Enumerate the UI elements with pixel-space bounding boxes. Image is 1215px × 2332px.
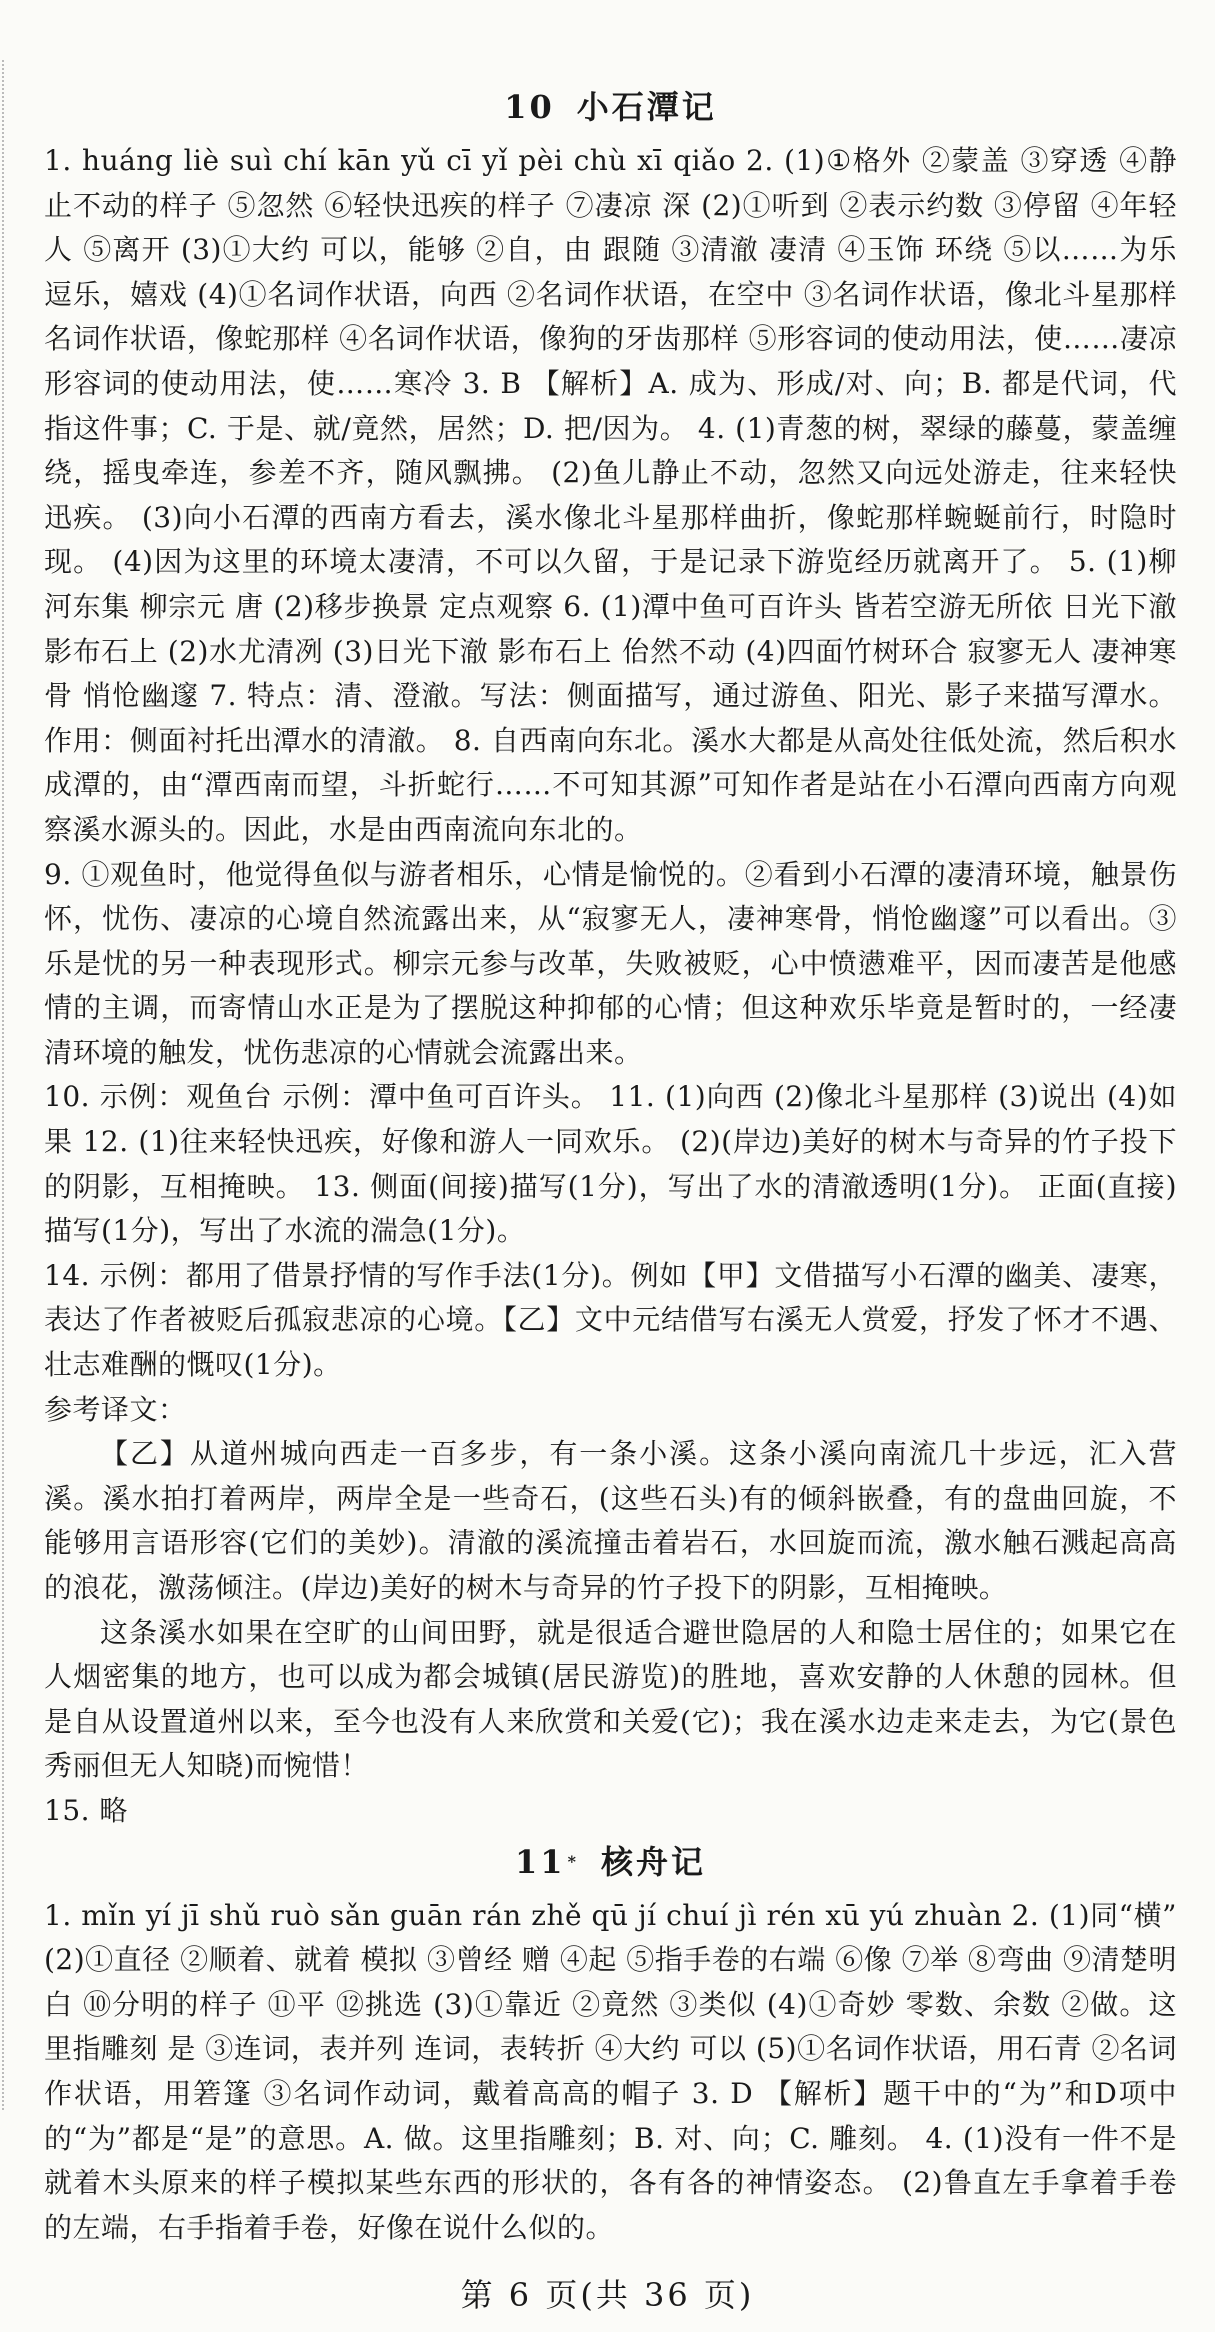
section-11-number: 11 bbox=[515, 1842, 566, 1881]
section-11-title: 核舟记 bbox=[600, 1842, 706, 1881]
translation-label: 参考译文： bbox=[44, 1392, 187, 1426]
section-10-number: 10 bbox=[504, 88, 555, 126]
section-10-heading bbox=[44, 85, 1177, 129]
answer-paragraph-14: 14. 示例：都用了借景抒情的写作手法(1分)。例如【甲】文借描写小石潭的幽美、凄寒，表达了作者被贬后孤寂悲凉的心境。【乙】文中元结借写右溪无人赏爱，抒发了怀才不遇、壮志难酬的慨叹(1分)。 bbox=[44, 1258, 1177, 1382]
binding-margin bbox=[2, 60, 10, 2110]
answer-paragraph-1-8: 1. huáng liè suì chí kān yǔ cī yǐ pèi chù xī qiǎo 2. (1)①格外 ②蒙盖 ③穿透 ④静止不动的样子 ⑤忽然 ⑥轻快迅疾的样子 ⑦凄凉 深 (2)①听到 ②表示约数 ③停留 ④年轻人 ⑤离开 (3)①大约 可以，能够 ②自，由 跟随 ③清澈 凄清 ④玉饰 环绕 ⑤以……为乐 逗乐，嬉戏 (4)①名词作状语，向西 ②名词作状语，在空中 ③名词作状语，像北斗星那样 名词作状语，像蛇那样 ④名词作状语，像狗的牙齿那样 ⑤形容词的使动用法，使……凄凉 形容词的使动用法，使……寒冷 3. B 【解析】A. 成为、形成/对、向；B. 都是代词，代指这件事；C. 于是、就/竟然，居然；D. 把/因为。 4. (1)青葱的树，翠绿的藤蔓，蒙盖缠绕，摇曳牵连，参差不齐，随风飘拂。 (2)鱼儿静止不动，忽然又向远处游走，往来轻快迅疾。 (3)向小石潭的西南方看去，溪水像北斗星那样曲折，像蛇那样蜿蜒前行，时隐时现。 (4)因为这里的环境太凄清，不可以久留，于是记录下游览经历就离开了。 5. (1)柳河东集 柳宗元 唐 (2)移步换景 定点观察 6. (1)潭中鱼可百许头 皆若空游无所依 日光下澈 影布石上 (2)水尤清冽 (3)日光下澈 影布石上 佁然不动 (4)四面竹树环合 寂寥无人 凄神寒骨 悄怆幽邃 7. 特点：清、澄澈。写法：侧面描写，通过游鱼、阳光、影子来描写潭水。作用：侧面衬托出潭水的清澈。 8. 自西南向东北。溪水大都是从高处往低处流，然后积水成潭的，由“潭西南而望，斗折蛇行……不可知其源”可知作者是站在小石潭向西南方向观察溪水源头的。因此，水是由西南流向东北的。 bbox=[44, 144, 1177, 846]
section-11-answers: 1. mǐn yí jī shǔ ruò sǎn guān rán zhě qū jí chuí jì rén xū yú zhuàn 2. (1)同“横” (2)①直径 ②顺着、就着 模拟 ③曾经 赠 ④起 ⑤指手卷的右端 ⑥像 ⑦举 ⑧弯曲 ⑨清楚明白 ⑩分明的样子 ⑪平 ⑫挑选 (3)①靠近 ②竟然 ③类似 (4)①奇妙 零数、余数 ②做。这里指雕刻 是 ③连词，表并列 连词，表转折 ④大约 可以 (5)①名词作状语，用石青 ②名词作状语，用箬篷 ③名词作动词，戴着高高的帽子 3. D 【解析】题干中的“为”和D项中的“为”都是“是”的意思。A. 做。这里指雕刻；B. 对、向；C. 雕刻。 4. (1)没有一件不是就着木头原来的样子模拟某些东西的形状的，各有各的神情姿态。 (2)鲁直左手拿着手卷的左端，右手指着手卷，好像在说什么似的。 bbox=[44, 1898, 1177, 2244]
answer-paragraph-9: 9. ①观鱼时，他觉得鱼似与游者相乐，心情是愉悦的。②看到小石潭的凄清环境，触景伤怀，忧伤、凄凉的心境自然流露出来，从“寂寥无人，凄神寒骨，悄怆幽邃”可以看出。③乐是忧的另一种表现形式。柳宗元参与改革，失败被贬，心中愤懑难平，因而凄苦是他感情的主调，而寄情山水正是为了摆脱这种抑郁的心情；但这种欢乐毕竟是暂时的，一经凄清环境的触发，忧伤悲凉的心情就会流露出来。 bbox=[44, 857, 1177, 1069]
answer-15: 15. 略 bbox=[44, 1793, 128, 1827]
translation-paragraph-2: 这条溪水如果在空旷的山间田野，就是很适合避世隐居的人和隐士居住的；如果它在人烟密集的地方，也可以成为都会城镇(居民游览)的胜地，喜欢安静的人休憩的园林。但是自从设置道州以来，至今也没有人来欣赏和关爱(它)；我在溪水边走来走去，为它(景色秀丽但无人知晓)而惋惜！ bbox=[44, 1615, 1177, 1783]
section-11-mark: * bbox=[567, 1851, 579, 1871]
translation-paragraph-1: 【乙】从道州城向西走一百多步，有一条小溪。这条小溪向南流几十步远，汇入营溪。溪水拍打着两岸，两岸全是一些奇石，(这些石头)有的倾斜嵌叠，有的盘曲回旋，不能够用言语形容(它们的美妙)。清澈的溪流撞击着岩石，水回旋而流，激水触石溅起高高的浪花，激荡倾注。(岸边)美好的树木与奇异的竹子投下的阴影，互相掩映。 bbox=[44, 1437, 1177, 1604]
page-number-footer: 第 6 页(共 36 页) bbox=[460, 2276, 755, 2314]
section-11-heading bbox=[44, 1840, 1177, 1884]
answer-paragraph-10-13: 10. 示例：观鱼台 示例：潭中鱼可百许头。 11. (1)向西 (2)像北斗星那样 (3)说出 (4)如果 12. (1)往来轻快迅疾，好像和游人一同欢乐。 (2)(岸边)美好的树木与奇异的竹子投下的阴影，互相掩映。 13. 侧面(间接)描写(1分)，写出了水的清澈透明(1分)。 正面(直接)描写(1分)，写出了水流的湍急(1分)。 bbox=[44, 1080, 1177, 1248]
section-10-title: 小石潭记 bbox=[576, 88, 717, 126]
